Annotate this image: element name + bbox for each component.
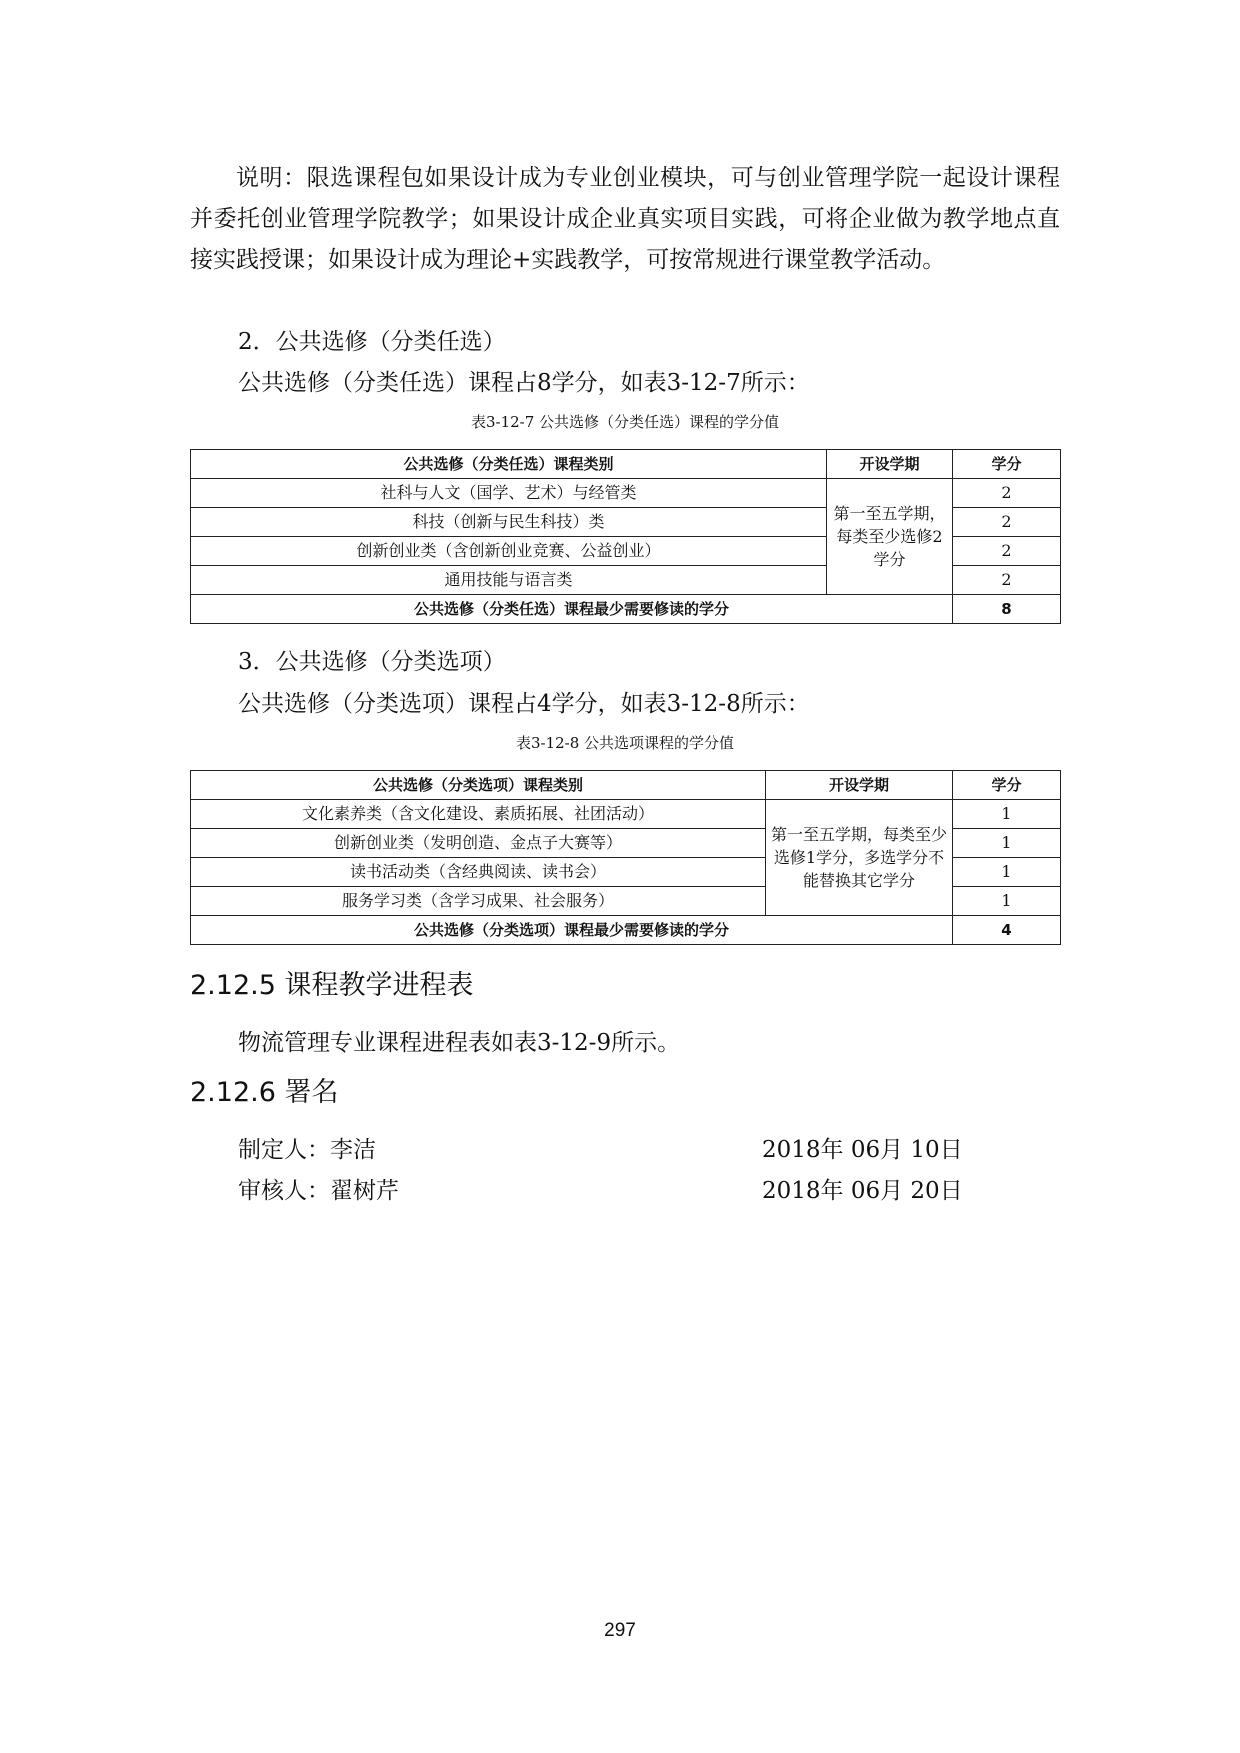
- total-credit: 8: [953, 595, 1061, 624]
- total-label: 公共选修（分类任选）课程最少需要修读的学分: [191, 595, 953, 624]
- heading-2-12-6: 2.12.6 署名: [190, 1077, 339, 1108]
- signature-maker-date: 2018年 06月 10日: [762, 1137, 963, 1163]
- row-credit: 1: [953, 829, 1061, 858]
- schedule-text: 物流管理专业课程进程表如表3-12-9所示。: [238, 1030, 681, 1056]
- table-header-row: [191, 450, 1061, 479]
- table-row: [191, 800, 1061, 829]
- table-3-12-8-caption: 表3-12-8 公共选项课程的学分值: [515, 734, 735, 752]
- header-semester: 开设学期: [766, 771, 953, 800]
- header-credit: 学分: [953, 771, 1061, 800]
- section2-text: 公共选修（分类任选）课程占8学分，如表3-12-7所示：: [238, 370, 810, 396]
- section3-text: 公共选修（分类选项）课程占4学分，如表3-12-8所示：: [238, 691, 810, 717]
- row-category: 社科与人文（国学、艺术）与经管类: [191, 479, 827, 508]
- header-category: 公共选修（分类任选）课程类别: [191, 450, 827, 479]
- row-credit: 1: [953, 800, 1061, 829]
- row-credit: 2: [953, 566, 1061, 595]
- total-credit: 4: [953, 916, 1061, 945]
- header-semester: 开设学期: [827, 450, 953, 479]
- row-category: 服务学习类（含学习成果、社会服务）: [191, 887, 766, 916]
- row-category: 通用技能与语言类: [191, 566, 827, 595]
- table-row: [191, 479, 1061, 508]
- row-credit: 2: [953, 508, 1061, 537]
- section3-heading: 3．公共选修（分类选项）: [238, 649, 506, 675]
- total-label: 公共选修（分类选项）课程最少需要修读的学分: [191, 916, 953, 945]
- row-category: 创新创业类（发明创造、金点子大赛等）: [191, 829, 766, 858]
- row-category: 创新创业类（含创新创业竞赛、公益创业）: [191, 537, 827, 566]
- row-category: 读书活动类（含经典阅读、读书会）: [191, 858, 766, 887]
- signature-reviewer: 审核人：翟树芹: [238, 1178, 399, 1204]
- section2-heading: 2．公共选修（分类任选）: [238, 329, 506, 355]
- table-total-row: [191, 916, 1061, 945]
- row-category: 科技（创新与民生科技）类: [191, 508, 827, 537]
- table-3-12-7-caption: 表3-12-7 公共选修（分类任选）课程的学分值: [470, 413, 780, 431]
- heading-2-12-5: 2.12.5 课程教学进程表: [190, 970, 474, 1001]
- row-credit: 1: [953, 887, 1061, 916]
- semester-cell: 第一至五学期，每类至少选修1学分，多选学分不能替换其它学分: [766, 800, 953, 916]
- semester-cell: 第一至五学期，每类至少选修2学分: [827, 479, 953, 595]
- table-header-row: [191, 771, 1061, 800]
- header-credit: 学分: [953, 450, 1061, 479]
- row-credit: 1: [953, 858, 1061, 887]
- signature-maker: 制定人：李洁: [238, 1137, 376, 1163]
- row-credit: 2: [953, 479, 1061, 508]
- table-3-12-7: [190, 449, 1061, 624]
- table-total-row: [191, 595, 1061, 624]
- intro-note: 说明：限选课程包如果设计成为专业创业模块，可与创业管理学院一起设计课程并委托创业管理学院教学；如果设计成企业真实项目实践，可将企业做为教学地点直接实践授课；如果设计成为理论+实践教学，可按常规进行课堂教学活动。: [190, 165, 1060, 273]
- row-category: 文化素养类（含文化建设、素质拓展、社团活动）: [191, 800, 766, 829]
- table-3-12-8: [190, 770, 1061, 945]
- page-number: 297: [604, 1620, 636, 1641]
- signature-reviewer-date: 2018年 06月 20日: [762, 1178, 963, 1204]
- header-category: 公共选修（分类选项）课程类别: [191, 771, 766, 800]
- row-credit: 2: [953, 537, 1061, 566]
